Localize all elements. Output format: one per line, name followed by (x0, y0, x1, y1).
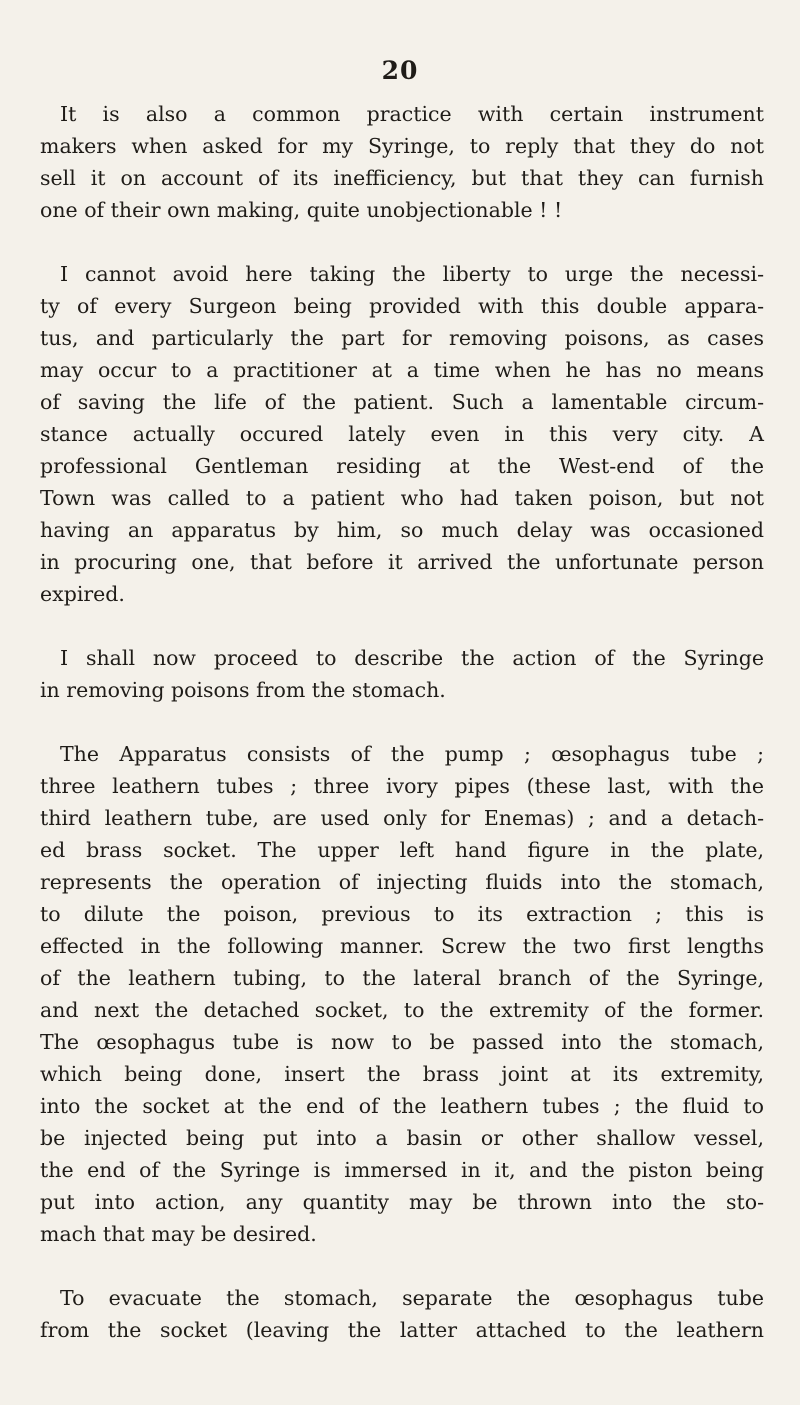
text-line: expired. (40, 582, 125, 606)
page-number: 20 (381, 56, 419, 85)
text-line: represents the operation of injecting fluids into the stomach, (40, 870, 764, 894)
paragraph-instrument-makers (40, 98, 764, 226)
text-line: makers when asked for my Syringe, to reply that they do not (40, 134, 764, 158)
text-line: three leathern tubes ; three ivory pipes (these last, with the (40, 774, 764, 798)
text-line: of the leathern tubing, to the lateral branch of the Syringe, (40, 966, 764, 990)
text-line: ed brass socket. The upper left hand figure in the plate, (40, 838, 764, 862)
text-line: effected in the following manner. Screw the two first lengths (40, 934, 764, 958)
text-line: put into action, any quantity may be thrown into the sto- (40, 1190, 764, 1214)
text-line: to dilute the poison, previous to its extraction ; this is (40, 902, 764, 926)
text-line: The œsophagus tube is now to be passed into the stomach, (40, 1030, 764, 1054)
text-line: from the socket (leaving the latter attached to the leathern (40, 1318, 764, 1342)
text-line: ty of every Surgeon being provided with this double appara- (40, 294, 764, 318)
text-line: mach that may be desired. (40, 1222, 317, 1246)
paragraph-apparatus (40, 738, 764, 1250)
text-line: be injected being put into a basin or other shallow vessel, (40, 1126, 764, 1150)
text-line: The Apparatus consists of the pump ; œsophagus tube ; (60, 742, 764, 766)
text-line: may occur to a practitioner at a time when he has no means (40, 358, 764, 382)
text-line: in procuring one, that before it arrived the unfortunate person (40, 550, 764, 574)
text-line: To evacuate the stomach, separate the œsophagus tube (60, 1286, 764, 1310)
text-line: and next the detached socket, to the extremity of the former. (40, 998, 764, 1022)
body-text (40, 98, 764, 1378)
paragraph-proceed (40, 642, 764, 706)
text-line: tus, and particularly the part for removing poisons, as cases (40, 326, 764, 350)
text-line: which being done, insert the brass joint at its extremity, (40, 1062, 764, 1086)
text-line: It is also a common practice with certain instrument (60, 102, 764, 126)
text-line: professional Gentleman residing at the West-end of the (40, 454, 764, 478)
text-line: having an apparatus by him, so much delay was occasioned (40, 518, 764, 542)
text-line: stance actually occured lately even in this very city. A (40, 422, 764, 446)
text-line: I shall now proceed to describe the action of the Syringe (60, 646, 764, 670)
text-line: one of their own making, quite unobjectionable ! ! (40, 198, 563, 222)
text-line: Town was called to a patient who had taken poison, but not (40, 486, 764, 510)
text-line: I cannot avoid here taking the liberty to urge the necessi- (60, 262, 764, 286)
text-line: third leathern tube, are used only for Enemas) ; and a detach- (40, 806, 764, 830)
text-line: the end of the Syringe is immersed in it, and the piston being (40, 1158, 764, 1182)
text-line: into the socket at the end of the leathern tubes ; the fluid to (40, 1094, 764, 1118)
text-line: sell it on account of its inefficiency, but that they can furnish (40, 166, 764, 190)
paragraph-necessity (40, 258, 764, 610)
paragraph-evacuate (40, 1282, 764, 1346)
text-line: in removing poisons from the stomach. (40, 678, 446, 702)
text-line: of saving the life of the patient. Such a lamentable circum- (40, 390, 764, 414)
